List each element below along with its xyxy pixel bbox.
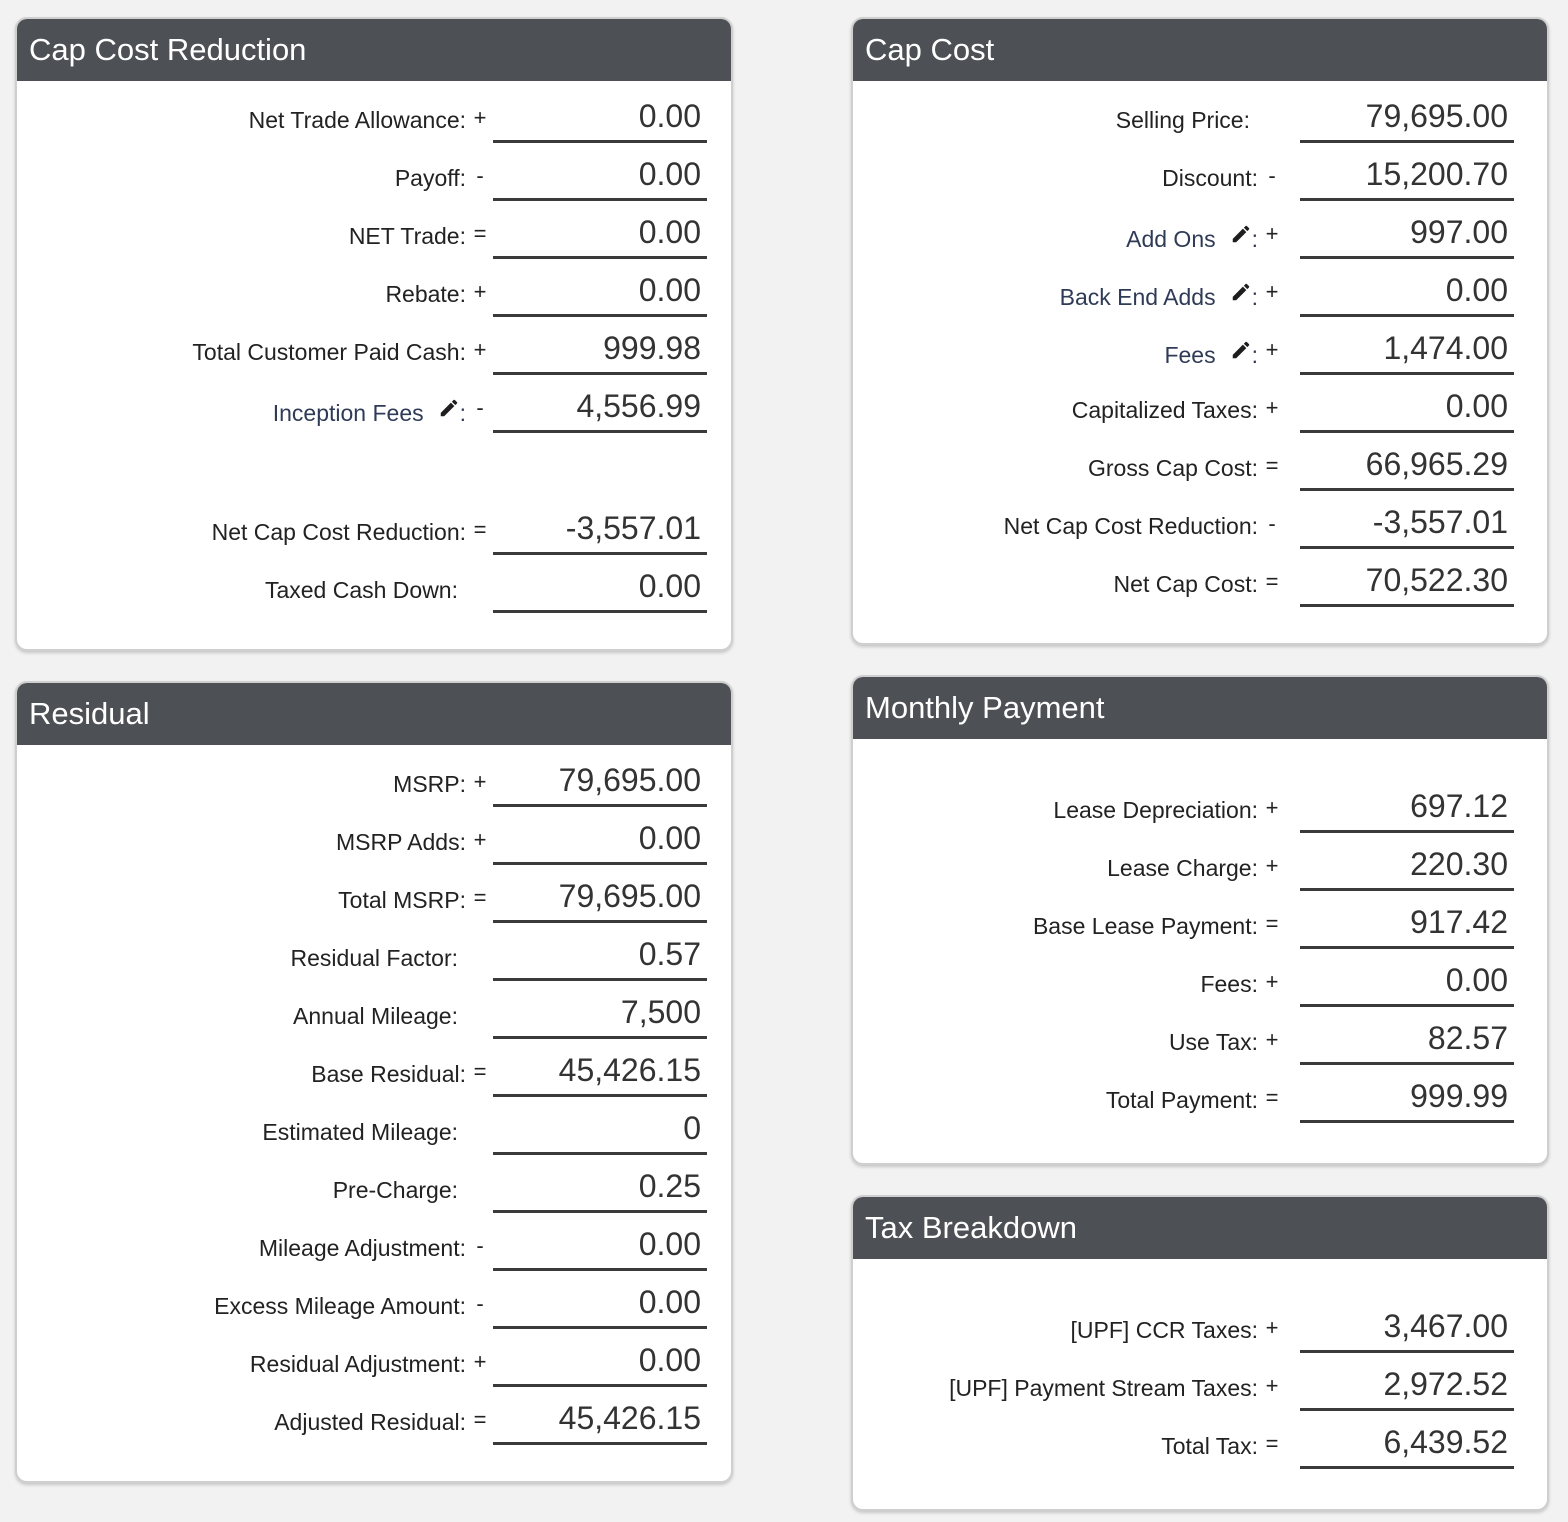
field-label-text[interactable]: Add Ons bbox=[1126, 226, 1216, 252]
value-total-msrp: 79,695.00 bbox=[493, 873, 707, 923]
panel-title: Monthly Payment bbox=[853, 677, 1547, 739]
value-rebate: 0.00 bbox=[493, 267, 707, 317]
row-pre-charge bbox=[17, 1159, 731, 1217]
pencil-icon[interactable] bbox=[1230, 223, 1252, 245]
row-total-payment bbox=[853, 1069, 1547, 1127]
field-label-text: Discount: bbox=[1162, 165, 1258, 191]
link-back-end-adds[interactable] bbox=[853, 281, 1258, 311]
value-upf-payment-stream-taxes: 2,972.52 bbox=[1300, 1361, 1514, 1411]
field-label bbox=[853, 1317, 1258, 1344]
link-add-ons[interactable] bbox=[853, 223, 1258, 253]
row-net-trade-allowance bbox=[17, 89, 731, 147]
field-label-text: Adjusted Residual: bbox=[274, 1409, 466, 1435]
operator-sign: = bbox=[1265, 911, 1279, 936]
cap-cost-panel bbox=[851, 17, 1549, 645]
operator-sign: = bbox=[473, 517, 487, 542]
row-add-ons bbox=[853, 205, 1547, 263]
field-label-text: Total Payment: bbox=[1105, 1087, 1258, 1113]
field-label bbox=[17, 945, 458, 972]
operator-sign: - bbox=[476, 395, 484, 420]
label-colon: : bbox=[1251, 342, 1258, 368]
field-label bbox=[17, 771, 466, 798]
field-label-text: Total Tax: bbox=[1161, 1433, 1258, 1459]
field-label-text: Base Lease Payment: bbox=[1032, 913, 1258, 939]
row-net-cap-cost bbox=[853, 553, 1547, 611]
value-gross-cap-cost: 66,965.29 bbox=[1300, 441, 1514, 491]
value-use-tax: 82.57 bbox=[1300, 1015, 1514, 1065]
operator-sign: + bbox=[473, 105, 487, 130]
operator-sign: + bbox=[1265, 1315, 1279, 1340]
pencil-icon[interactable] bbox=[1230, 281, 1252, 303]
row-taxed-cash-down bbox=[17, 559, 731, 617]
operator-sign: + bbox=[473, 769, 487, 794]
field-label-text: Fees: bbox=[1200, 971, 1258, 997]
field-label-text[interactable]: Fees bbox=[1164, 342, 1216, 368]
field-label bbox=[17, 1351, 466, 1378]
link-fees[interactable] bbox=[853, 339, 1258, 369]
value-net-cap-cost-reduction: -3,557.01 bbox=[1300, 499, 1514, 549]
row-msrp bbox=[17, 753, 731, 811]
link-inception-fees[interactable] bbox=[17, 397, 466, 427]
field-label bbox=[853, 797, 1258, 824]
field-label-text: MSRP: bbox=[393, 771, 466, 797]
field-label bbox=[17, 1003, 458, 1030]
field-label bbox=[853, 165, 1258, 192]
row-gross-cap-cost bbox=[853, 437, 1547, 495]
field-label-text: Use Tax: bbox=[1168, 1029, 1258, 1055]
field-label-text[interactable]: Back End Adds bbox=[1059, 284, 1216, 310]
row-lease-depreciation bbox=[853, 779, 1547, 837]
value-total-payment: 999.99 bbox=[1300, 1073, 1514, 1123]
label-colon: : bbox=[1251, 284, 1258, 310]
field-label bbox=[853, 1087, 1258, 1114]
field-label-text: Total MSRP: bbox=[338, 887, 466, 913]
row-discount bbox=[853, 147, 1547, 205]
label-colon: : bbox=[1251, 226, 1258, 252]
field-label-text: Payoff: bbox=[394, 165, 466, 191]
field-label-text: Residual Adjustment: bbox=[249, 1351, 466, 1377]
value-base-residual: 45,426.15 bbox=[493, 1047, 707, 1097]
row-inception-fees bbox=[17, 379, 731, 437]
value-back-end-adds: 0.00 bbox=[1300, 267, 1514, 317]
field-label bbox=[17, 1177, 458, 1204]
value-msrp-adds: 0.00 bbox=[493, 815, 707, 865]
row-selling-price bbox=[853, 89, 1547, 147]
pencil-icon[interactable] bbox=[438, 397, 460, 419]
field-label-text: Net Cap Cost Reduction: bbox=[211, 519, 466, 545]
value-excess-mileage-amount: 0.00 bbox=[493, 1279, 707, 1329]
field-label-text: Lease Charge: bbox=[1107, 855, 1258, 881]
operator-sign: = bbox=[1265, 569, 1279, 594]
field-label bbox=[853, 1433, 1258, 1460]
field-label bbox=[17, 107, 466, 134]
value-annual-mileage: 7,500 bbox=[493, 989, 707, 1039]
row-base-residual bbox=[17, 1043, 731, 1101]
panel-title: Residual bbox=[17, 683, 731, 745]
field-label-text: Total Customer Paid Cash: bbox=[192, 339, 466, 365]
field-label-text: Net Cap Cost: bbox=[1113, 571, 1258, 597]
field-label-text: Pre-Charge: bbox=[332, 1177, 458, 1203]
field-label bbox=[17, 1293, 466, 1320]
field-label bbox=[17, 1119, 458, 1146]
row-residual-factor bbox=[17, 927, 731, 985]
value-taxed-cash-down: 0.00 bbox=[493, 563, 707, 613]
operator-sign: = bbox=[473, 1407, 487, 1432]
value-total-customer-paid-cash: 999.98 bbox=[493, 325, 707, 375]
row-base-lease-payment bbox=[853, 895, 1547, 953]
row-net-cap-cost-reduction bbox=[17, 501, 731, 559]
operator-sign: + bbox=[1265, 337, 1279, 362]
value-capitalized-taxes: 0.00 bbox=[1300, 383, 1514, 433]
field-label-text: Selling Price: bbox=[1115, 107, 1250, 133]
field-label bbox=[853, 1029, 1258, 1056]
operator-sign: + bbox=[1265, 795, 1279, 820]
operator-sign: + bbox=[1265, 1027, 1279, 1052]
row-excess-mileage-amount bbox=[17, 1275, 731, 1333]
value-net-trade: 0.00 bbox=[493, 209, 707, 259]
field-label-text: Base Residual: bbox=[311, 1061, 466, 1087]
row-fees bbox=[853, 953, 1547, 1011]
field-label bbox=[17, 519, 466, 546]
value-net-trade-allowance: 0.00 bbox=[493, 93, 707, 143]
row-fees bbox=[853, 321, 1547, 379]
field-label-text: Capitalized Taxes: bbox=[1071, 397, 1258, 423]
value-residual-adjustment: 0.00 bbox=[493, 1337, 707, 1387]
value-msrp: 79,695.00 bbox=[493, 757, 707, 807]
value-add-ons: 997.00 bbox=[1300, 209, 1514, 259]
field-label bbox=[17, 165, 466, 192]
field-label-text: Net Trade Allowance: bbox=[248, 107, 466, 133]
panel-title: Cap Cost Reduction bbox=[17, 19, 731, 81]
field-label bbox=[17, 1061, 466, 1088]
field-label bbox=[17, 281, 466, 308]
panel-title: Tax Breakdown bbox=[853, 1197, 1547, 1259]
row-adjusted-residual bbox=[17, 1391, 731, 1449]
row-mileage-adjustment bbox=[17, 1217, 731, 1275]
residual-panel bbox=[15, 681, 733, 1483]
value-net-cap-cost: 70,522.30 bbox=[1300, 557, 1514, 607]
field-label-text: Rebate: bbox=[385, 281, 466, 307]
operator-sign: - bbox=[476, 1291, 484, 1316]
operator-sign: = bbox=[1265, 1431, 1279, 1456]
tax-breakdown-panel bbox=[851, 1195, 1549, 1511]
operator-sign: + bbox=[473, 1349, 487, 1374]
value-base-lease-payment: 917.42 bbox=[1300, 899, 1514, 949]
field-label-text: [UPF] CCR Taxes: bbox=[1070, 1317, 1258, 1343]
operator-sign: + bbox=[1265, 279, 1279, 304]
field-label bbox=[853, 1375, 1258, 1402]
row-annual-mileage bbox=[17, 985, 731, 1043]
panel-title: Cap Cost bbox=[853, 19, 1547, 81]
field-label bbox=[17, 829, 466, 856]
operator-sign: = bbox=[1265, 1085, 1279, 1110]
value-discount: 15,200.70 bbox=[1300, 151, 1514, 201]
value-net-cap-cost-reduction: -3,557.01 bbox=[493, 505, 707, 555]
row-rebate bbox=[17, 263, 731, 321]
row-residual-adjustment bbox=[17, 1333, 731, 1391]
value-residual-factor: 0.57 bbox=[493, 931, 707, 981]
cap-cost-reduction-panel bbox=[15, 17, 733, 651]
value-adjusted-residual: 45,426.15 bbox=[493, 1395, 707, 1445]
field-label bbox=[853, 513, 1258, 540]
field-label bbox=[17, 887, 466, 914]
operator-sign: + bbox=[1265, 853, 1279, 878]
operator-sign: = bbox=[473, 221, 487, 246]
operator-sign: + bbox=[473, 337, 487, 362]
row-net-trade bbox=[17, 205, 731, 263]
operator-sign: - bbox=[1268, 163, 1276, 188]
row-payoff bbox=[17, 147, 731, 205]
operator-sign: - bbox=[476, 163, 484, 188]
field-label-text: Excess Mileage Amount: bbox=[214, 1293, 466, 1319]
row-total-tax bbox=[853, 1415, 1547, 1473]
value-inception-fees: 4,556.99 bbox=[493, 383, 707, 433]
field-label-text: Mileage Adjustment: bbox=[258, 1235, 466, 1261]
row-upf-payment-stream-taxes bbox=[853, 1357, 1547, 1415]
operator-sign: + bbox=[1265, 1373, 1279, 1398]
value-lease-charge: 220.30 bbox=[1300, 841, 1514, 891]
field-label bbox=[17, 223, 466, 250]
row-total-msrp bbox=[17, 869, 731, 927]
operator-sign: - bbox=[476, 1233, 484, 1258]
value-lease-depreciation: 697.12 bbox=[1300, 783, 1514, 833]
field-label bbox=[853, 455, 1258, 482]
operator-sign: = bbox=[473, 885, 487, 910]
value-mileage-adjustment: 0.00 bbox=[493, 1221, 707, 1271]
field-label-text: NET Trade: bbox=[348, 223, 466, 249]
field-label-text: Estimated Mileage: bbox=[262, 1119, 458, 1145]
field-label bbox=[17, 577, 458, 604]
row-estimated-mileage bbox=[17, 1101, 731, 1159]
field-label-text: Gross Cap Cost: bbox=[1088, 455, 1258, 481]
operator-sign: + bbox=[473, 827, 487, 852]
value-estimated-mileage: 0 bbox=[493, 1105, 707, 1155]
operator-sign: = bbox=[473, 1059, 487, 1084]
row-upf-ccr-taxes bbox=[853, 1299, 1547, 1357]
field-label-text[interactable]: Inception Fees bbox=[272, 400, 424, 426]
row-use-tax bbox=[853, 1011, 1547, 1069]
row-msrp-adds bbox=[17, 811, 731, 869]
value-payoff: 0.00 bbox=[493, 151, 707, 201]
field-label bbox=[17, 1409, 466, 1436]
field-label bbox=[853, 397, 1258, 424]
field-label-text: Annual Mileage: bbox=[293, 1003, 458, 1029]
field-label-text: Residual Factor: bbox=[290, 945, 458, 971]
field-label-text: Lease Depreciation: bbox=[1053, 797, 1258, 823]
value-fees: 0.00 bbox=[1300, 957, 1514, 1007]
field-label bbox=[17, 1235, 466, 1262]
value-fees: 1,474.00 bbox=[1300, 325, 1514, 375]
operator-sign: + bbox=[1265, 395, 1279, 420]
field-label bbox=[853, 913, 1258, 940]
row-net-cap-cost-reduction bbox=[853, 495, 1547, 553]
row-total-customer-paid-cash bbox=[17, 321, 731, 379]
operator-sign: + bbox=[1265, 969, 1279, 994]
row-capitalized-taxes bbox=[853, 379, 1547, 437]
field-label bbox=[853, 571, 1258, 598]
field-label-text: MSRP Adds: bbox=[336, 829, 466, 855]
field-label bbox=[17, 339, 466, 366]
field-label-text: [UPF] Payment Stream Taxes: bbox=[949, 1375, 1258, 1401]
value-selling-price: 79,695.00 bbox=[1300, 93, 1514, 143]
operator-sign: = bbox=[1265, 453, 1279, 478]
row-lease-charge bbox=[853, 837, 1547, 895]
monthly-payment-panel bbox=[851, 675, 1549, 1165]
field-label bbox=[853, 855, 1258, 882]
operator-sign: + bbox=[1265, 221, 1279, 246]
row-back-end-adds bbox=[853, 263, 1547, 321]
value-pre-charge: 0.25 bbox=[493, 1163, 707, 1213]
field-label bbox=[853, 971, 1258, 998]
label-colon: : bbox=[459, 400, 466, 426]
pencil-icon[interactable] bbox=[1230, 339, 1252, 361]
field-label-text: Net Cap Cost Reduction: bbox=[1003, 513, 1258, 539]
operator-sign: - bbox=[1268, 511, 1276, 536]
operator-sign: + bbox=[473, 279, 487, 304]
value-total-tax: 6,439.52 bbox=[1300, 1419, 1514, 1469]
field-label bbox=[853, 107, 1250, 134]
value-upf-ccr-taxes: 3,467.00 bbox=[1300, 1303, 1514, 1353]
field-label-text: Taxed Cash Down: bbox=[264, 577, 458, 603]
